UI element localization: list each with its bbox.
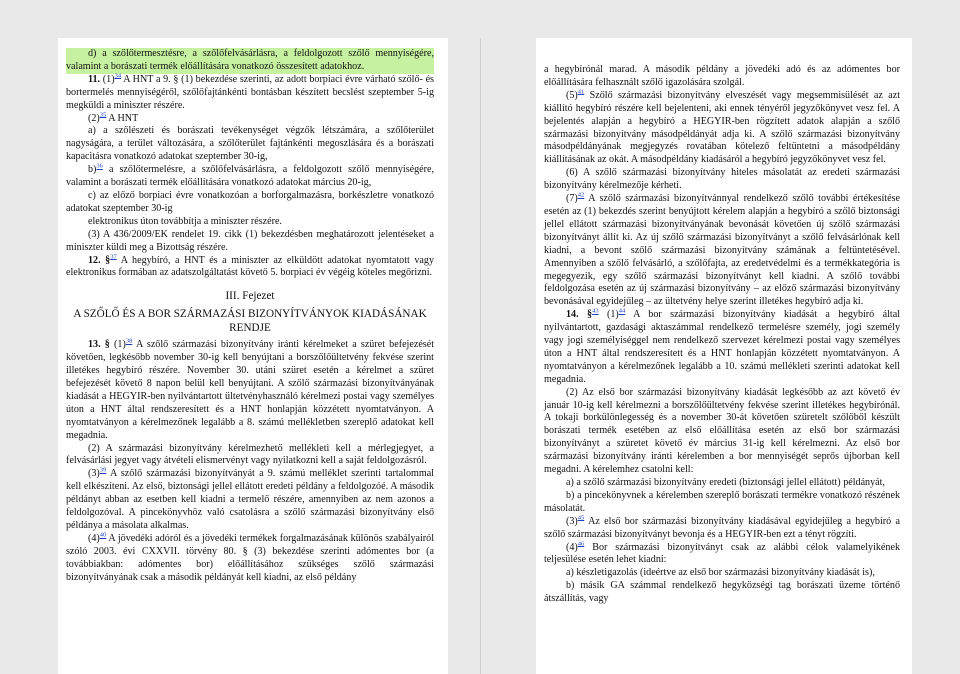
paragraph-14-4-a: a) készletigazolás (ideértve az első bor származási bizonyítvány kiadását is), [566,567,875,579]
paragraph-marker: (3) [88,468,100,480]
left-page [58,38,448,674]
chapter-title-continued: RENDJE [229,322,271,335]
paragraph-text: A hegybíró, a HNT és a miniszter az elküldött adatokat nyomtatott vagy elektronikus formában az adatszolgáltatást követő 5. borpiaci év végéig köteles megőrizni. [66,254,435,279]
paragraph-text: A bor származási bizonyítvány kiadását a hegybíró által nyilvántartott, gazdasági aktaszámmal rendelkező termelésre személy, jogi személy vagy jogi személyiséggel nem rendelkező szervezet kérelmezi postai vagy személyes úton a HNT által rendszeresített és a HNT honlapján közzétett nyomtatványon. A nyomtatványon a kérelmezőnek legalább a 10. számú mellékleti szerinti adatokat kell megadnia. [544,309,900,385]
paragraph-text: Szőlő származási bizonyítvány elveszését vagy megsemmisülését az azt kiállító hegybíró részére kell bejelenteni, aki ennek tényéről jegyzőkönyvet vesz fel. A bejelentés alapján a hegybíró a HEGYIR-ben rögzített adatok alapján a szőlő származási bizonyítvány másodpéldányát adja ki. A szőlő származási bizonyítvány másodpéldányának megjegyzés rovatában kötelező feltüntetni a másodpéldány kiállításának az okát. A másodpéldány kiadásáról a hegybíró jegyzőkönyvet vesz fel. [544,89,900,166]
paragraph-text: A szőlő származási bizonyítvánnyal rendelkező szőlő további értékesítése esetén az (1) bekezdés szerint benyújtott kérelem alapján a hegybíró a szőlő biztonsági jellel ellátott származási bizonyítványának bevonását követően új szőlő származási bizonyítványt állít ki. Az új szőlő származási bizonyítványt a szőlő felvásárlónak kell kiadni, a bevont szőlő származási bizonyítvány számának a feltüntetésével. Amennyiben a szőlő felvásárló, a szőlőfajta, az eredetvédelmi és a termékkategória is megegyezik, egy szőlő származási bizonyítványt kell kiadni. A szőlő további feldolgozása esetén az új származási bizonyítvány – az előző származási bizonyítvány bevonásával egyidejűleg – az ültetvény helye szerint illetékes hegybíró adja ki. [544,193,900,308]
footnote-link[interactable]: 36 [96,162,103,170]
paragraph-14-2: (2) Az első bor származási bizonyítvány kiadását legkésőbb az azt követő év január 10-ig kell kérelmezni a borszőlőültetvény fekvése szerint illetékes hegybírónál. A tokaji borkülönlegesség és a november 30-át követően szüretelt szőlőből készült borászati termék esetében az első előállítása esetén az első bor származási bizonyítványt a szüretet követő év március 31-ig kell kérelmezni. Az első bor származási bizonyítvány iránti kérelemben a bor mennyiségét seprős újborban kell megadni. A kérelemhez csatolni kell: [544,386,900,476]
footnote-link[interactable]: 46 [577,540,585,548]
paragraph-13-2: (2) A származási bizonyítvány kérelmezhető mellékleti kell a mérlegjegyet, a felvásárlási jegyet vagy átvételi elismervényt vagy nyilatkozni kell a saját feldolgozásról. [66,442,434,467]
paragraph-marker: (3) [566,515,578,527]
paragraph-text: Az első bor származási bizonyítvány kiadásával egyidejűleg a hegybíró a szőlő származási bizonyítványt bevonja és a HEGYIR-ben ezt a tényt rögzíti. [544,515,901,540]
paragraph-text: A HNT [108,112,139,124]
paragraph-11-2-closing: elektronikus úton továbbítja a miniszter részére. [88,215,282,227]
footnote-link[interactable]: 39 [99,467,107,475]
paragraph-13-1 [66,339,434,442]
footnote-link[interactable]: 40 [99,531,107,539]
paragraph-11-d: d) a szőlőtermesztésre, a szőlőfelvásárlásra, a feldolgozott szőlő mennyiségére, valamint a borászati termék előállítására vonatkozó összesített adatokhoz. [66,48,434,72]
paragraph-12 [66,255,434,281]
paragraph-marker: (2) [88,112,100,124]
footnote-link[interactable]: 38 [125,337,133,345]
paragraph-marker: b) [88,164,97,176]
paragraph-14-1 [544,309,900,386]
paragraph-13-3 [66,468,434,533]
section-number: 14. § [566,309,593,321]
paragraph-text: A jövedéki adóról és a jövedéki termékek forgalmazásának különös szabályairól szóló 2003. évi CXXVII. törvény 80. § (3) bekezdése szerinti adómentes bor (a továbbiakban: adómentes bor) előállításához szükséges szőlő származási bizonyítványának csak a második példányát kell kiadni, az első példány [66,532,435,583]
paragraph-marker: (1) [114,339,126,351]
paragraph-text: Bor származási bizonyítványt csak az alábbi célok valamelyikének teljesülése esetén lehet kiadni: [544,541,900,566]
paragraph-text: a szőlőtermelésre, a szőlőfelvásárlásra, a feldolgozott szőlő mennyiségére, valamint a borászati termék előállítására vonatkozó adatokat március 20-ig, [66,164,434,189]
footnote-link[interactable]: 41 [577,88,585,96]
paragraph-14-3 [544,516,900,542]
paragraph-13-4 [66,533,434,585]
paragraph-marker: (5) [566,89,578,101]
paragraph-11-2-b [66,164,434,190]
footnote-link[interactable]: 42 [577,191,585,199]
footnote-link[interactable]: 43 [592,307,599,315]
paragraph-11-3: (3) A 436/2009/EK rendelet 19. cikk (1) bekezdésben meghatározott jelentéseket a miniszter küldi meg a Bizottság részére. [66,228,434,253]
page-gutter [480,38,481,674]
paragraph-marker: (4) [566,541,578,553]
paragraph-13-7 [544,193,900,309]
chapter-title: A SZŐLŐ ÉS A BOR SZÁRMAZÁSI BIZONYÍTVÁNYOK KIADÁSÁNAK [73,308,427,321]
paragraph-11-2-a: a) a szőlészeti és borászati tevékenységet végzők létszámára, a szőlőterület nagyságára, a terület változására, a szőlőterület fajtánkénti megoszlására és a borászati kapacitásra vonatkozó adatokat szeptember 30-ig, [66,125,434,163]
right-page [536,38,912,674]
paragraph-marker: (4) [88,532,100,544]
paragraph-text: A szőlő származási bizonyítvány iránti kérelmeket a szüret befejezését követően, legkésőbb november 30-ig kell benyújtani a borszőlőültetvény fekvése szerint illetékes hegybíró részére. November 30. utáni szüret esetén a kérelmet a szüret befejezését követő 8 napon belül kell benyújtani. A szőlő származási bizonyítványának kiadását a HEGYIR-ben nyilvántartott ültetvényhasználó kérelmezi postai vagy személyes úton a HNT által rendszeresített és a HNT honlapján közzétett nyomtatványon. A nyomtatványon a kérelmezőnek legalább a 8. számú mellékletben szereplő adatokat kell megadnia. [66,339,435,441]
chapter-number: III. Fejezet [225,290,275,303]
footnote-link[interactable]: 34 [114,72,122,80]
section-number: 13. § [88,339,110,351]
paragraph-marker: (1) [102,73,115,85]
footnote-link[interactable]: 37 [110,253,117,261]
paragraph-11-2 [66,113,434,126]
footnote-link[interactable]: 45 [577,514,585,522]
paragraph-13-5 [544,90,900,167]
paragraph-marker: (7) [566,193,578,205]
section-number: 11. [88,73,101,85]
paragraph-11-2-c: c) az előző borpiaci évre vonatkozóan a borforgalmazásra, borkészletre vonatkozó adatokat szeptember 30-ig [66,189,434,214]
paragraph-marker: (1) [607,309,619,321]
paragraph-11-1 [66,74,434,113]
footnote-link[interactable]: 44 [618,307,626,315]
paragraph-text: A szőlő származási bizonyítványát a 9. számú melléklet szerinti tartalommal kell elkészíteni. Az első, biztonsági jellel ellátott eredeti példány a feldolgozóé. A második példányt abban az esetben kell kiadni a termelő részére, amennyiben az nem azonos a feldolgozóval. A pincekönyvhöz való csatolásra a szőlő származási bizonyítvány első példánya a másolata alkalmas. [66,468,434,531]
section-number: 12. § [88,254,111,266]
paragraph-14-2-a: a) a szőlő származási bizonyítvány eredeti (biztonsági jellel ellátott) példányát, [566,477,885,488]
paragraph-14-4-b: b) másik GA számmal rendelkező hegyközségi tag borászati üzeme történő átszállítás, vagy [544,580,900,605]
footnote-link[interactable]: 35 [99,111,107,119]
paragraph-text: A HNT a 9. § (1) bekezdése szerinti, az adott borpiaci évre várható szőlő- és bortermelés mennyiségéről, szőlőfajtánkénti bontásban készített becslést szeptember 5-ig megküldi a miniszter részére. [66,73,434,111]
paragraph-13-4-continued: a hegybírónál marad. A második példány a jövedéki adó és az adómentes bor előállítására felhasznált szőlő igazolására szolgál. [544,64,900,88]
paragraph-14-2-b: b) a pincekönyvnek a kérelemben szereplő borászati termékre vonatkozó részének másolatát. [544,489,900,514]
paragraph-14-4 [544,542,900,568]
paragraph-13-6: (6) A szőlő származási bizonyítvány hiteles másolatát az eredeti származási bizonyítvány kérelmezője kérheti. [544,167,900,192]
